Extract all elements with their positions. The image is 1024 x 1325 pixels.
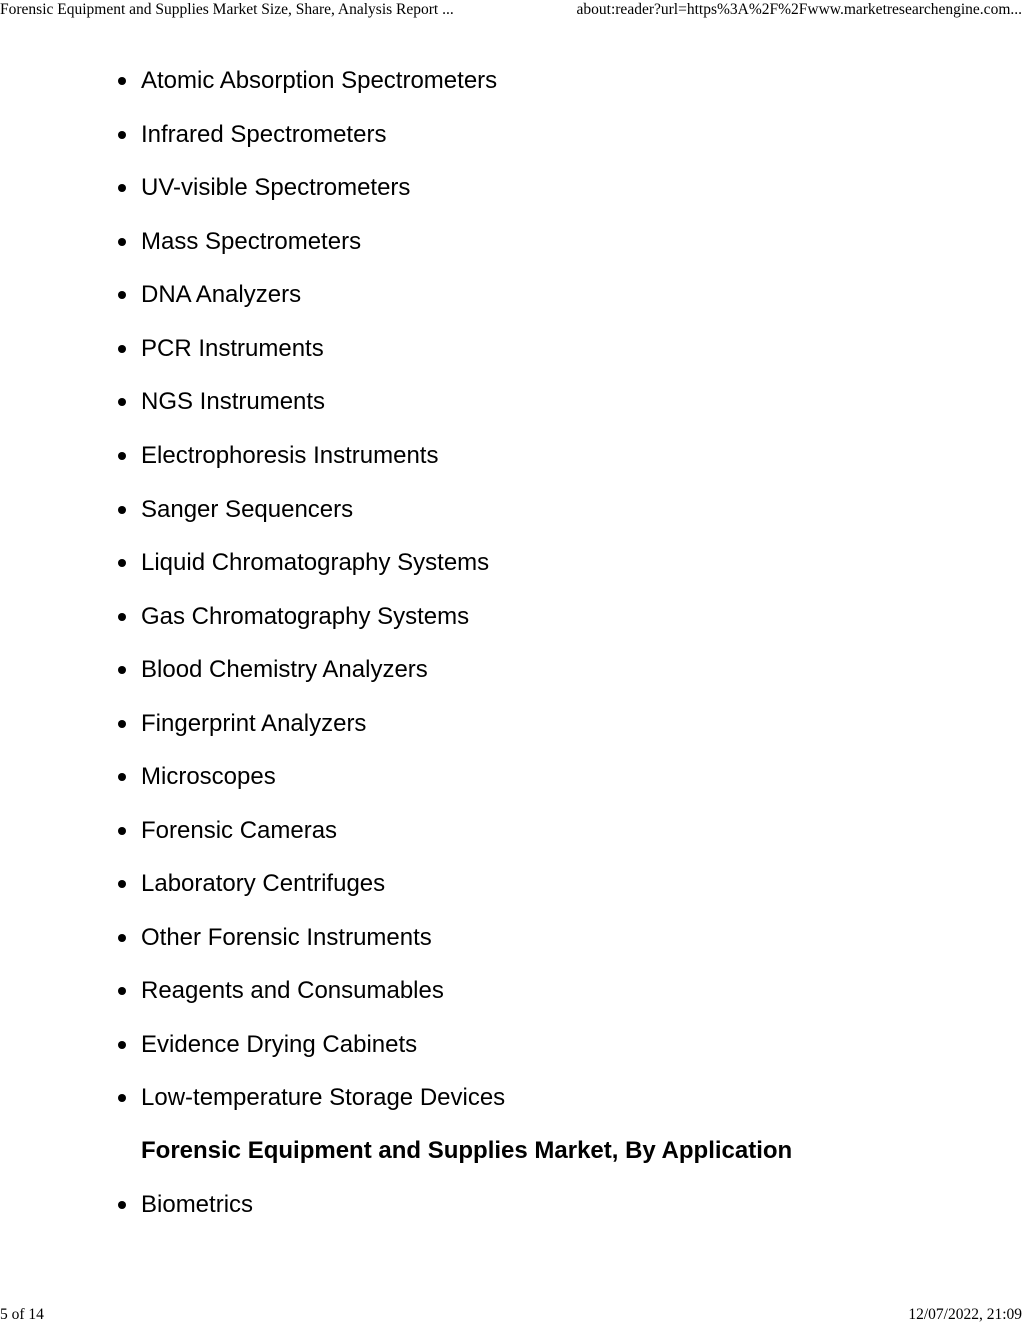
list-item [141,386,325,418]
list-item-label: NGS Instruments [141,388,326,415]
list-item [141,494,353,526]
list-item-label: Microscopes [141,763,276,790]
bullet-icon [118,184,126,192]
list-item [141,708,366,740]
list-item [141,654,428,686]
list-item [141,440,438,472]
list-item-label: DNA Analyzers [141,281,302,308]
list-item [141,761,276,793]
list-item-label: Sanger Sequencers [141,496,354,523]
bullet-icon [118,613,126,621]
list-item [141,815,337,847]
bullet-icon [118,452,126,460]
bullet-icon [118,666,126,674]
bullet-icon [118,131,126,139]
list-item-label: PCR Instruments [141,335,324,362]
list-item [141,868,385,900]
bullet-icon [118,987,126,995]
list-item-label: Low-temperature Storage Devices [141,1084,506,1111]
list-item [141,172,410,204]
list-item [141,975,444,1007]
print-datetime: 12/07/2022, 21:09 [908,1306,1022,1323]
list-item [141,1189,253,1221]
bullet-icon [118,880,126,888]
list-item-label: Atomic Absorption Spectrometers [141,67,498,94]
list-item-label: UV-visible Spectrometers [141,174,411,201]
bullet-icon [118,77,126,85]
print-header [0,0,1024,20]
list-item-label: Gas Chromatography Systems [141,603,470,630]
list-item [141,922,432,954]
list-item-label: Other Forensic Instruments [141,924,432,951]
list-item-label: Mass Spectrometers [141,228,362,255]
bullet-icon [118,720,126,728]
list-item-label: Reagents and Consumables [141,977,444,1004]
list-item-label: Laboratory Centrifuges [141,870,386,897]
bullet-icon [118,291,126,299]
bullet-icon [118,827,126,835]
list-item [141,226,361,258]
bullet-icon [118,1041,126,1049]
page-url: about:reader?url=https%3A%2F%2Fwww.marketresearchengine.com... [576,1,1022,18]
list-item [141,547,489,579]
list-item-label: Blood Chemistry Analyzers [141,656,428,683]
list-item [141,1082,505,1114]
list-item-label: Liquid Chromatography Systems [141,549,490,576]
list-item-label: Evidence Drying Cabinets [141,1031,418,1058]
page-number: 5 of 14 [0,1306,44,1323]
bullet-icon [118,559,126,567]
section-heading: Forensic Equipment and Supplies Market, By Application [141,1137,793,1164]
bullet-icon [118,345,126,353]
page-title: Forensic Equipment and Supplies Market Size, Share, Analysis Report ... [0,1,454,18]
list-item-label: Electrophoresis Instruments [141,442,439,469]
list-item [141,1029,417,1061]
bullet-icon [118,398,126,406]
bullet-icon [118,1201,126,1209]
bullet-icon [118,1094,126,1102]
list-item-label: Forensic Cameras [141,817,338,844]
list-item [141,279,301,311]
list-item [141,65,497,97]
list-item-label: Infrared Spectrometers [141,121,387,148]
bullet-icon [118,506,126,514]
list-item [141,601,469,633]
list-item [141,119,386,151]
list-item-label: Biometrics [141,1191,254,1218]
bullet-icon [118,934,126,942]
print-footer [0,1305,1024,1325]
bullet-icon [118,238,126,246]
list-item [141,333,324,365]
bullet-icon [118,773,126,781]
list-item-label: Fingerprint Analyzers [141,710,367,737]
